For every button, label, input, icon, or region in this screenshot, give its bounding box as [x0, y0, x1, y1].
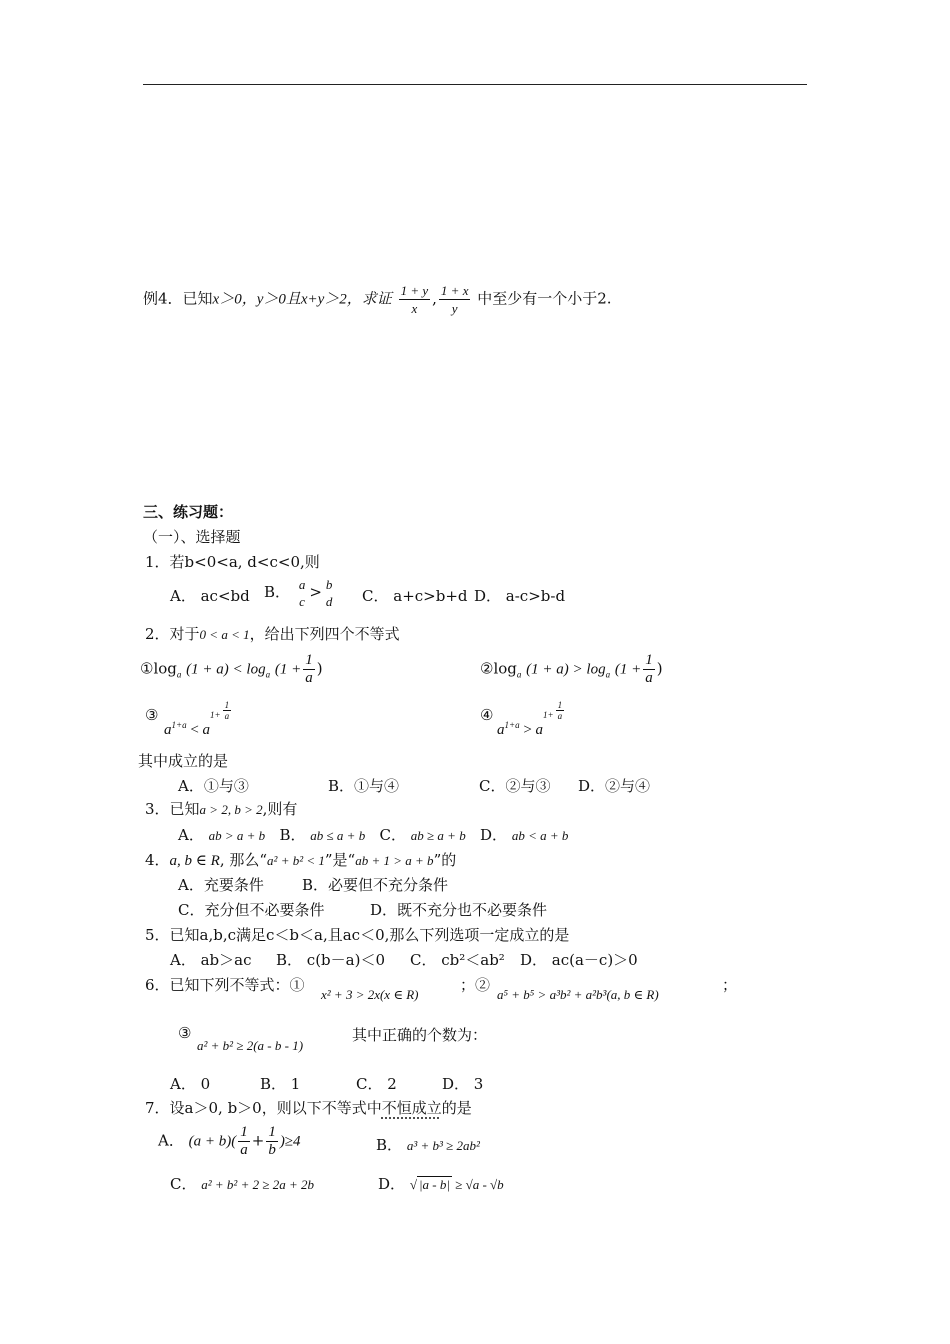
q2-item-3-mark: ③	[145, 706, 159, 724]
q1-frac-ac-den: c	[299, 594, 305, 609]
q1-frac-bd-den: d	[325, 594, 333, 609]
q2-option-b: B．①与④	[328, 777, 400, 795]
q7-option-a-pre: (a + b)(	[188, 1133, 237, 1150]
q1-frac-ac	[297, 576, 308, 610]
q2-item-2	[480, 652, 663, 687]
q6-item-3-post: 其中正确的个数为：	[352, 1026, 488, 1044]
q2-item-3-exp-den: a	[224, 711, 230, 722]
q2-item-1-frac	[303, 652, 315, 687]
q2-item-1	[140, 652, 323, 687]
q7-option-d-rest: ≥ √a - √b	[455, 1177, 504, 1192]
q1-frac-bd-num: b	[325, 577, 333, 592]
q7-option-d-label: D．	[378, 1175, 406, 1193]
frac2-numerator: 1 + x	[440, 283, 469, 298]
q2-item-3-exp-frac	[223, 700, 232, 721]
q5-option-c: C． cb²＜ab²	[410, 951, 505, 969]
section-title: 三、练习题：	[143, 503, 234, 521]
q2-item-4	[480, 706, 493, 724]
q4-mid1: , 那么“	[219, 851, 268, 869]
q4-option-c: C．充分但不必要条件	[178, 901, 325, 919]
q6-option-b: B． 1	[260, 1075, 301, 1093]
q5-stem: 5．已知a,b,c满足c＜b＜a,且ac＜0,那么下列选项一定成立的是	[145, 926, 570, 944]
q7-frac-b-num: 1	[268, 1124, 276, 1140]
q1-op: >	[309, 583, 322, 601]
q2-item-4-base2: a	[535, 722, 544, 738]
q2-item-4-exp-num: 1	[557, 700, 563, 711]
q7-stem-pre: 7．设a＞0, b＞0，则以下不等式中	[145, 1099, 382, 1117]
q3-option-b: ab ≤ a + b	[310, 828, 366, 843]
q2-item-2-log: ②log	[480, 659, 517, 678]
q2-item-3	[145, 706, 158, 724]
q2-item-3-op: <	[190, 722, 199, 738]
q2-item-1-frac-num: 1	[305, 652, 313, 668]
q1-stem: 1．若b<0<a, d<c<0,则	[145, 553, 320, 571]
q3-option-d-label: D．	[480, 826, 508, 844]
q2-item-3-base: a	[164, 722, 172, 738]
example-4-suffix: 中至少有一个小于2.	[477, 289, 612, 308]
q2-item-2-frac	[643, 652, 655, 687]
q4-option-a: A．充要条件	[178, 876, 264, 894]
frac2-denominator: y	[451, 301, 458, 316]
q3-option-a: ab > a + b	[208, 828, 266, 843]
q2-item-4-exp2: 1+	[543, 710, 554, 720]
q6-item-1: x² + 3 > 2x(x ∈ R)	[321, 987, 419, 1002]
q7-option-b	[376, 1134, 480, 1155]
q1-option-a: A． ac<bd	[170, 587, 250, 605]
q2-stem	[145, 623, 400, 644]
q2-item-2-frac-num: 1	[645, 652, 653, 668]
q1-option-c: C． a+c>b+d	[362, 587, 468, 605]
example-4-fraction-1	[399, 282, 431, 317]
q7-option-c	[170, 1173, 314, 1194]
q2-item-4-exp: 1+a	[504, 720, 520, 730]
q7-stem	[145, 1097, 472, 1118]
q7-option-c-label: C．	[170, 1175, 197, 1193]
q6-stem-text: 6．已知下列不等式：①	[145, 976, 305, 994]
q6-option-d: D． 3	[442, 1075, 484, 1093]
q3-option-c-label: C．	[379, 826, 407, 844]
q7-frac-a-num: 1	[240, 1124, 248, 1140]
q4-set: a, b ∈ R	[169, 853, 220, 869]
q2-item-4-mark: ④	[480, 706, 494, 724]
q2-item-1-frac-den: a	[305, 670, 313, 686]
q7-option-a-frac-a	[238, 1124, 250, 1159]
q4-mid2: ”是“	[324, 851, 356, 869]
q4-cond1: a² + b² < 1	[267, 853, 325, 868]
example-4-prefix: 例4．已知	[143, 289, 213, 308]
q6-item-2: a⁵ + b⁵ > a³b² + a²b³(a, b ∈ R)	[497, 987, 659, 1002]
q6-option-c: C． 2	[356, 1075, 397, 1093]
q2-item-1-log: ①log	[140, 659, 177, 678]
q7-frac-b-den: b	[268, 1142, 276, 1158]
q7-option-d	[378, 1173, 504, 1194]
q6-option-a: A． 0	[170, 1075, 211, 1093]
q2-item-2-frac-den: a	[645, 670, 653, 686]
q2-item-3-base2: a	[202, 722, 211, 738]
q7-plus: +	[251, 1131, 265, 1150]
q2-stem-math: 0 < a < 1	[199, 627, 250, 642]
frac1-numerator: 1 + y	[400, 283, 429, 298]
q3-options	[178, 824, 568, 845]
q2-item-1-mid: (1 + a) < log	[186, 661, 266, 678]
q2-item-1-base2: a	[265, 669, 271, 680]
example-4-condition: x＞0，y＞0且x+y＞2，求证	[212, 291, 392, 308]
example-4-fraction-2	[439, 282, 471, 317]
q5-option-b: B． c(b－a)＜0	[276, 951, 385, 969]
q1-frac-bd	[324, 576, 335, 610]
q2-result: 其中成立的是	[138, 752, 229, 770]
q2-option-d: D．②与④	[578, 777, 651, 795]
q2-item-3-exp2: 1+	[210, 710, 221, 720]
q2-item-4-exp-den: a	[557, 711, 563, 722]
q2-item-2-base: a	[516, 669, 522, 680]
q2-item-4-op: >	[523, 722, 532, 738]
q7-option-a-label: A．	[158, 1131, 184, 1150]
q2-item-1-base: a	[176, 669, 182, 680]
q3-stem-post: ,则有	[262, 800, 298, 818]
q3-option-a-label: A．	[178, 826, 204, 844]
q4-stem	[145, 849, 456, 870]
q7-option-b-expr: a³ + b³ ≥ 2ab²	[406, 1138, 480, 1153]
q2-item-2-base2: a	[605, 669, 611, 680]
q6-stem	[145, 974, 305, 995]
q6-sep2: ；	[722, 976, 738, 994]
q6-item-3-mark: ③	[178, 1024, 192, 1042]
q7-stem-emphasis: 不恒成立	[381, 1099, 442, 1117]
q7-option-c-expr: a² + b² + 2 ≥ 2a + 2b	[201, 1177, 315, 1192]
q4-option-d: D．既不充分也不必要条件	[370, 901, 548, 919]
q5-option-d: D． ac(a－c)＞0	[520, 951, 638, 969]
q6-sep: ；②	[460, 976, 491, 994]
q2-item-4-base: a	[497, 722, 505, 738]
q2-item-2-mid: (1 + a) > log	[526, 661, 606, 678]
q2-stem-post: ，给出下列四个不等式	[249, 625, 400, 643]
q2-item-3-expr	[164, 700, 233, 738]
q4-num: 4．	[145, 851, 170, 869]
q7-stem-post: 的是	[441, 1099, 472, 1117]
q2-item-3-exp: 1+a	[171, 720, 187, 730]
q2-item-1-close: )	[316, 659, 323, 678]
q3-option-b-label: B．	[279, 826, 306, 844]
frac1-denominator: x	[411, 301, 418, 316]
q7-frac-a-den: a	[240, 1142, 248, 1158]
section-subtitle: （一）、选择题	[143, 528, 241, 546]
q1-frac-ac-num: a	[298, 577, 306, 592]
q6-item-3: a² + b² ≥ 2(a - b - 1)	[197, 1038, 304, 1053]
q7-option-d-expr: √ |a - b| ≥ √a - √b	[409, 1177, 504, 1192]
example-4: 例4．已知x＞0，y＞0且x+y＞2，求证 $\frac{1 + y}{x}$ , $\frac{1 + x}{y}$ 中至少有一个小于2.	[143, 283, 612, 316]
q2-item-4-exp-frac	[556, 700, 565, 721]
q2-item-3-exp-num: 1	[224, 700, 230, 711]
q4-cond2: ab + 1 > a + b	[355, 853, 434, 868]
q2-item-2-tail: (1 +	[614, 661, 642, 678]
q2-option-c: C．②与③	[479, 777, 551, 795]
q1-option-b-label: B．	[264, 583, 291, 601]
q7-option-a	[158, 1124, 301, 1159]
q2-stem-pre: 2．对于	[145, 625, 200, 643]
q3-stem-math: a > 2, b > 2	[199, 802, 263, 817]
q2-item-4-expr	[497, 700, 566, 738]
q3-option-c: ab ≥ a + b	[410, 828, 466, 843]
q7-option-d-radicand: |a - b|	[418, 1177, 450, 1192]
q2-option-a: A．①与③	[178, 777, 249, 795]
q3-stem-pre: 3．已知	[145, 800, 200, 818]
q1-option-b	[264, 576, 336, 610]
q7-option-b-label: B．	[376, 1136, 403, 1154]
header-rule	[143, 84, 807, 85]
q5-option-a: A． ab＞ac	[170, 951, 252, 969]
q4-option-b: B．必要但不充分条件	[302, 876, 449, 894]
q3-option-d: ab < a + b	[511, 828, 569, 843]
q7-option-a-post: )≥4	[279, 1133, 301, 1150]
q3-stem	[145, 798, 297, 819]
q2-item-1-tail: (1 +	[274, 661, 302, 678]
q4-end: ”的	[433, 851, 457, 869]
q1-option-d: D． a-c>b-d	[474, 587, 566, 605]
q2-item-2-close: )	[656, 659, 663, 678]
q7-option-a-frac-b	[266, 1124, 278, 1159]
